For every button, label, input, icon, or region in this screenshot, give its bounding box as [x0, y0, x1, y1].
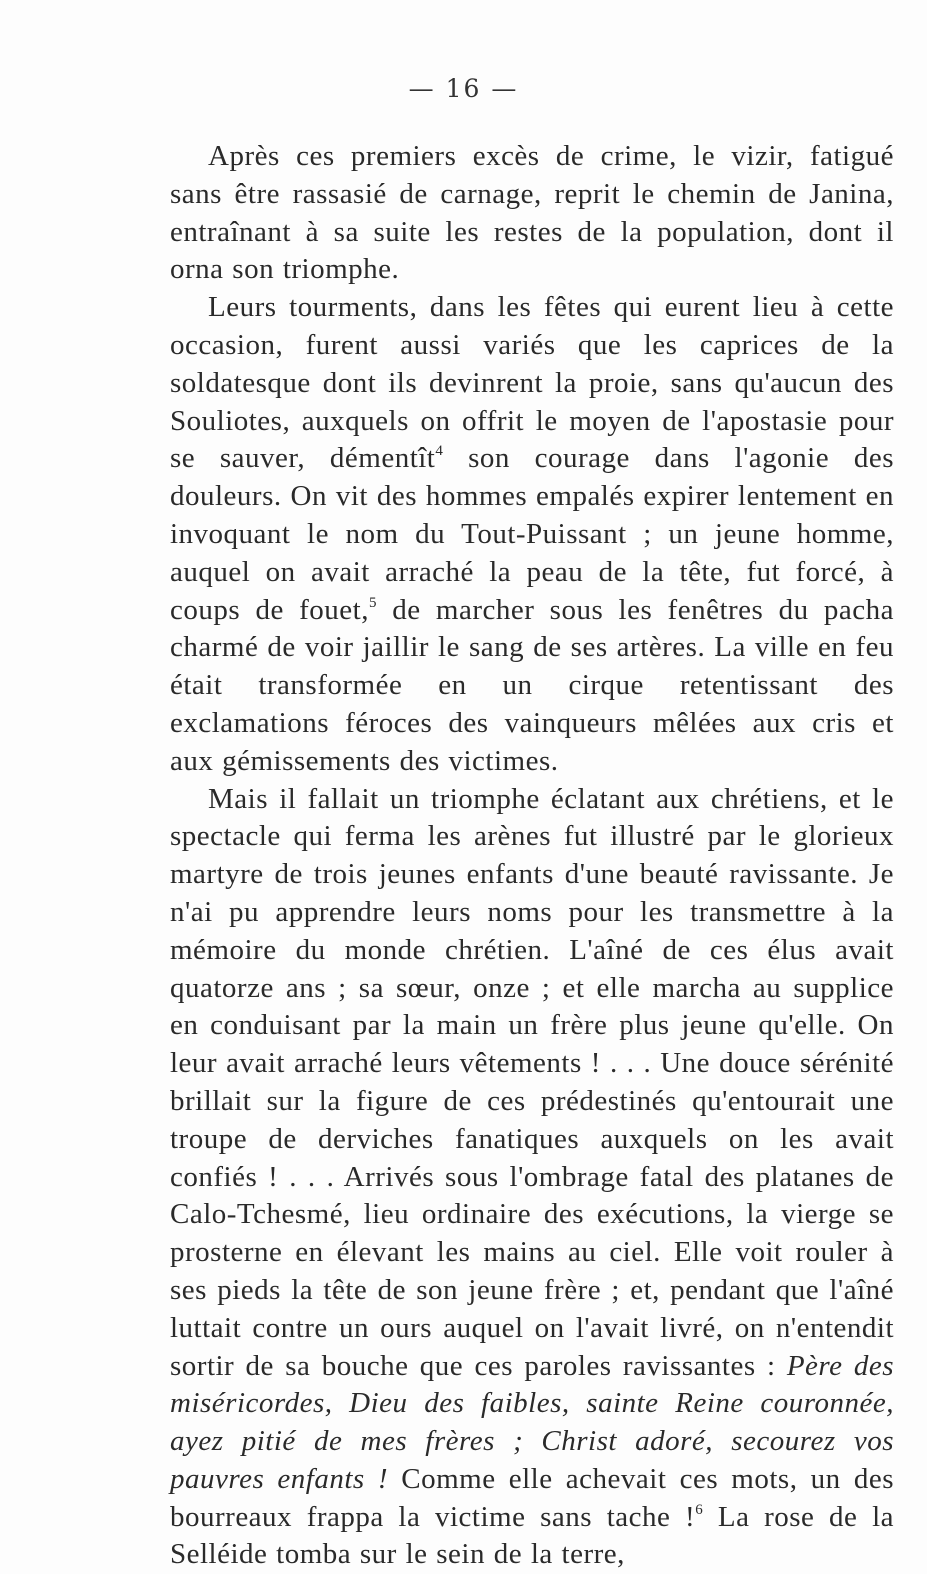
page-number: — 16 —	[408, 74, 519, 103]
body-text	[170, 138, 894, 1574]
paragraph-3-text-a: Mais il fallait un triomphe éclatant aux chrétiens, et le spectacle qui ferma les arènes fut illustré par le glorieux martyre de trois jeunes enfants d'une beauté ravissante. Je n'ai pu apprendre leurs noms pour les transmettre à la mémoire du monde chrétien. L'aîné de ces élus avait quatorze ans ; sa sœur, onze ; et elle marcha au supplice en conduisant par la main un frère plus jeune qu'elle. On leur avait arraché leurs vêtements ! . . . Une douce sérénité brillait sur la figure de ces prédestinés qu'entourait une troupe de derviches fanatiques auxquels on les avait confiés ! . . . Arrivés sous l'ombrage fatal des platanes de Calo-Tchesmé, lieu ordinaire des exécutions, la vierge se prosterne en élevant les mains au ciel. Elle voit rouler à ses pieds la tête de son jeune frère ; et, pendant que l'aîné luttait contre un ours auquel on l'avait livré, on n'entendit sortir de sa bouche que ces paroles ravissantes :	[170, 782, 894, 1382]
footnote-ref-5: 5	[368, 594, 377, 611]
paragraph-2-text-b: son courage dans l'agonie des douleurs. On vit des hommes empalés expirer lentement en invoquant le nom du Tout-Puissant ; un jeune homme, auquel on avait arraché la peau de la tête, fut forcé, à coups de fouet,	[170, 442, 894, 626]
paragraph-3	[170, 781, 894, 1574]
paragraph-1	[170, 138, 894, 289]
footnote-ref-6: 6	[695, 1501, 704, 1518]
paragraph-2-text-c: de marcher sous les fenêtres du pacha charmé de voir jaillir le sang de ses artères. La ville en feu était transformée en un cirque retentissant des exclamations féroces des vainqueurs mêlées aux cris et aux gémissements des victimes.	[170, 593, 895, 777]
paragraph-3-prayer: Père des miséricordes, Dieu des faibles, sainte Reine couronnée, ayez pitié de mes frères ; Christ adoré, secourez vos pauvres enfants !	[170, 1349, 894, 1495]
paragraph-3-text-c: La rose de la Selléide tomba sur le sein de la terre,	[170, 1500, 895, 1571]
paragraph-2-text-a: Leurs tourments, dans les fêtes qui eurent lieu à cette occasion, furent aussi variés que les caprices de la soldatesque dont ils devinrent la proie, sans qu'aucun des Souliotes, auxquels on offrit le moyen de l'apostasie pour se sauver, démentît	[170, 291, 894, 475]
footnote-ref-4: 4	[435, 443, 444, 460]
paragraph-2	[170, 289, 894, 780]
paragraph-3-text-b: Comme elle achevait ces mots, un des bourreaux frappa la victime sans tache !	[170, 1462, 894, 1533]
paragraph-1-text: Après ces premiers excès de crime, le vizir, fatigué sans être rassasié de carnage, reprit le chemin de Janina, entraînant à sa suite les restes de la population, dont il orna son triomphe.	[170, 140, 894, 286]
